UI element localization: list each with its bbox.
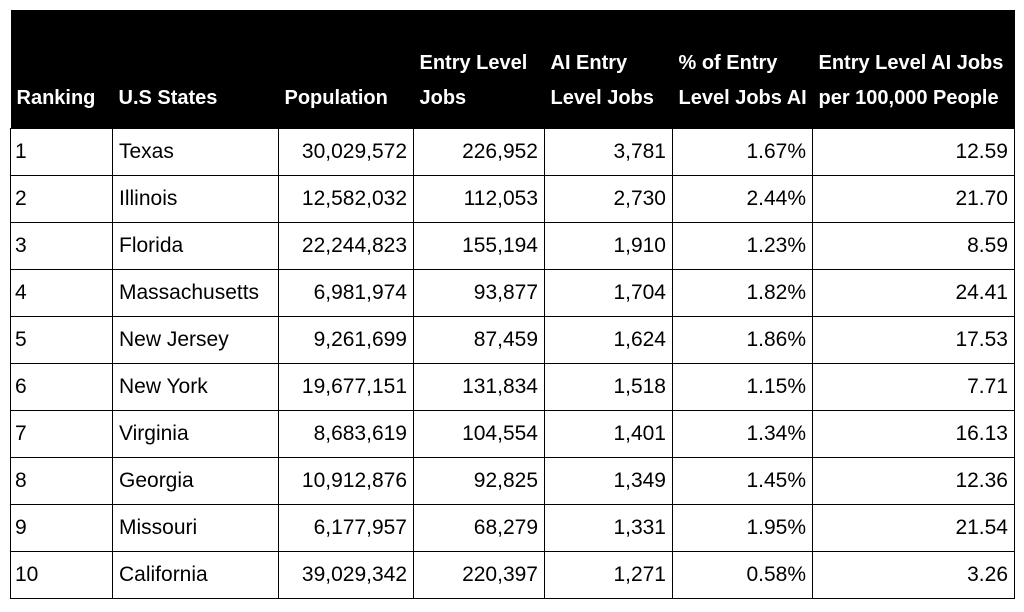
table-row <box>11 457 1015 504</box>
cell-population: 6,177,957 <box>279 504 414 551</box>
cell-population: 12,582,032 <box>279 175 414 222</box>
cell-population: 19,677,151 <box>279 363 414 410</box>
cell-state: Illinois <box>113 175 279 222</box>
header-us-states: U.S States <box>118 86 218 109</box>
table-row <box>11 269 1015 316</box>
cell-entry-level-jobs: 93,877 <box>414 269 545 316</box>
cell-pct-ai: 1.34% <box>673 410 813 457</box>
cell-ai-entry-level-jobs: 2,730 <box>545 175 673 222</box>
table-row <box>11 551 1015 598</box>
table-header-row <box>11 10 1015 128</box>
cell-pct-ai: 1.95% <box>673 504 813 551</box>
cell-per-100k: 24.41 <box>813 269 1015 316</box>
table-row <box>11 504 1015 551</box>
cell-pct-ai: 0.58% <box>673 551 813 598</box>
cell-per-100k: 21.54 <box>813 504 1015 551</box>
cell-ai-entry-level-jobs: 1,349 <box>545 457 673 504</box>
cell-ai-entry-level-jobs: 1,331 <box>545 504 673 551</box>
cell-entry-level-jobs: 220,397 <box>414 551 545 598</box>
cell-entry-level-jobs: 87,459 <box>414 316 545 363</box>
cell-state: Georgia <box>113 457 279 504</box>
cell-ai-entry-level-jobs: 1,401 <box>545 410 673 457</box>
table-row <box>11 316 1015 363</box>
cell-ranking: 4 <box>11 269 113 316</box>
cell-per-100k: 7.71 <box>813 363 1015 410</box>
header-population: Population <box>284 86 388 109</box>
ai-jobs-table <box>10 10 1015 599</box>
cell-pct-ai: 2.44% <box>673 175 813 222</box>
cell-per-100k: 17.53 <box>813 316 1015 363</box>
cell-ranking: 9 <box>11 504 113 551</box>
cell-pct-ai: 1.82% <box>673 269 813 316</box>
cell-state: Missouri <box>113 504 279 551</box>
cell-pct-ai: 1.23% <box>673 222 813 269</box>
cell-ranking: 7 <box>11 410 113 457</box>
header-entry-level-jobs: Entry Level Jobs <box>419 51 528 109</box>
cell-pct-ai: 1.86% <box>673 316 813 363</box>
cell-entry-level-jobs: 104,554 <box>414 410 545 457</box>
cell-per-100k: 12.36 <box>813 457 1015 504</box>
table-row <box>11 363 1015 410</box>
cell-entry-level-jobs: 92,825 <box>414 457 545 504</box>
cell-per-100k: 8.59 <box>813 222 1015 269</box>
cell-state: Virginia <box>113 410 279 457</box>
cell-ai-entry-level-jobs: 1,518 <box>545 363 673 410</box>
cell-entry-level-jobs: 112,053 <box>414 175 545 222</box>
header-ai-entry-level-jobs: AI Entry Level Jobs <box>550 51 654 109</box>
cell-population: 30,029,572 <box>279 128 414 175</box>
table-row <box>11 410 1015 457</box>
cell-ai-entry-level-jobs: 1,910 <box>545 222 673 269</box>
cell-population: 10,912,876 <box>279 457 414 504</box>
cell-entry-level-jobs: 155,194 <box>414 222 545 269</box>
cell-per-100k: 12.59 <box>813 128 1015 175</box>
header-ai-jobs-per-100k: Entry Level AI Jobs per 100,000 People <box>818 51 1004 109</box>
cell-per-100k: 21.70 <box>813 175 1015 222</box>
cell-population: 8,683,619 <box>279 410 414 457</box>
cell-ai-entry-level-jobs: 3,781 <box>545 128 673 175</box>
cell-pct-ai: 1.45% <box>673 457 813 504</box>
table-body <box>11 128 1015 598</box>
cell-entry-level-jobs: 131,834 <box>414 363 545 410</box>
cell-per-100k: 3.26 <box>813 551 1015 598</box>
table-row <box>11 222 1015 269</box>
cell-ranking: 3 <box>11 222 113 269</box>
cell-ranking: 10 <box>11 551 113 598</box>
cell-state: Florida <box>113 222 279 269</box>
cell-pct-ai: 1.67% <box>673 128 813 175</box>
cell-pct-ai: 1.15% <box>673 363 813 410</box>
cell-population: 22,244,823 <box>279 222 414 269</box>
cell-per-100k: 16.13 <box>813 410 1015 457</box>
cell-state: California <box>113 551 279 598</box>
cell-state: New Jersey <box>113 316 279 363</box>
cell-ranking: 8 <box>11 457 113 504</box>
cell-state: New York <box>113 363 279 410</box>
cell-ranking: 2 <box>11 175 113 222</box>
cell-ai-entry-level-jobs: 1,271 <box>545 551 673 598</box>
cell-population: 39,029,342 <box>279 551 414 598</box>
cell-population: 6,981,974 <box>279 269 414 316</box>
cell-state: Texas <box>113 128 279 175</box>
cell-entry-level-jobs: 68,279 <box>414 504 545 551</box>
table-row <box>11 175 1015 222</box>
header-pct-entry-level-jobs-ai: % of Entry Level Jobs AI <box>678 51 807 109</box>
table-row <box>11 128 1015 175</box>
cell-entry-level-jobs: 226,952 <box>414 128 545 175</box>
cell-ranking: 5 <box>11 316 113 363</box>
cell-population: 9,261,699 <box>279 316 414 363</box>
cell-ai-entry-level-jobs: 1,624 <box>545 316 673 363</box>
cell-ranking: 1 <box>11 128 113 175</box>
cell-ranking: 6 <box>11 363 113 410</box>
header-ranking: Ranking <box>16 86 96 109</box>
cell-state: Massachusetts <box>113 269 279 316</box>
cell-ai-entry-level-jobs: 1,704 <box>545 269 673 316</box>
